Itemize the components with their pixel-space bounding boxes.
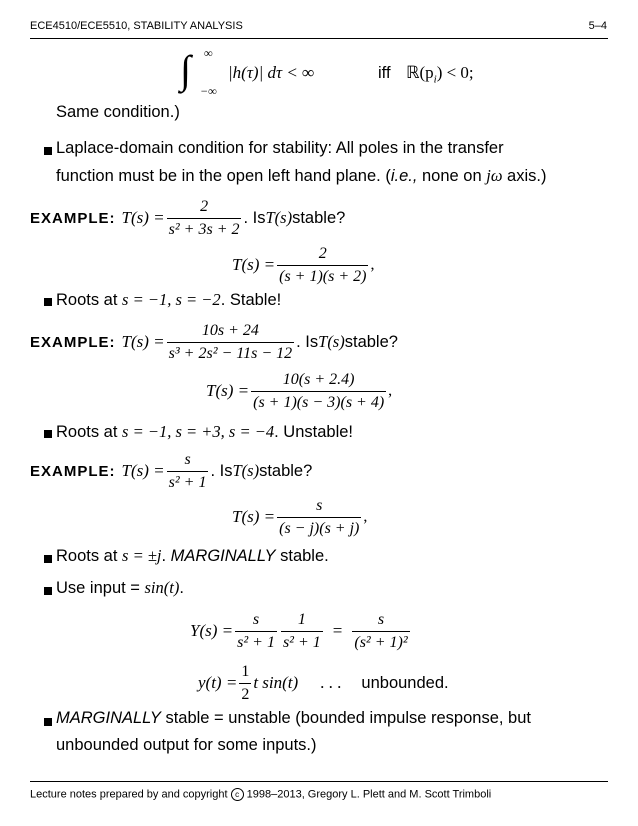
input-bullet: Use input = sin(t). [56,578,184,597]
example-2-factored: T(s) = $\frac{10(s + 2.4)}{(s + 1)(s - 3)(s + 4)}$ , [206,370,393,411]
y-equation: y(t) = $\frac{1}{2}$ t sin(t) . . . unbounded. [198,662,449,703]
pole-condition: $ℝ(p_i) < 0$; [406,63,474,86]
page-number: 5–4 [588,20,607,32]
laplace-line-1: Laplace-domain condition for stability: All poles in the transfer [56,139,504,157]
header-title: ECE4510/ECE5510, STABILITY ANALYSIS [30,20,243,32]
header-rule [30,38,608,39]
example-3-factored: T(s) = $\frac{s}{(s - j)(s + j)}$ , [232,496,368,537]
bullet-marker [44,147,52,155]
same-condition-text: Same condition.) [56,103,180,121]
marginal-line-2: unbounded output for some inputs.) [56,736,317,754]
footer-rule [30,781,608,782]
example-1-factored: T(s) = $\frac{2}{(s + 1)(s + 2)}$ , [232,244,375,285]
bullet-marker [44,298,52,306]
iff-text: iff [378,64,391,82]
example-label: EXAMPLE: [30,333,116,351]
example-3-statement: EXAMPLE: T(s) = $\frac{s}{\text{s² + 1}}$ . Is T(s) stable? [30,450,313,491]
integral-lower-limit: −∞ [200,84,217,98]
example-3-result: Roots at s = ±j. MARGINALLY stable. [56,546,329,565]
integral-integrand: |h(τ)| dτ < ∞ [228,63,315,82]
marginal-line-1: MARGINALLY stable = unstable (bounded impulse response, but [56,709,531,727]
footer-copyright: Lecture notes prepared by and copyright c 1998–2013, Gregory L. Plett and M. Scott Trimboli [30,788,492,801]
integral-sign: ∫ [180,47,191,92]
example-1-statement: EXAMPLE: T(s) = $\frac{2}{\text{s² + 3s + 2}}$ . Is T(s) stable? [30,197,346,238]
example-label: EXAMPLE: [30,209,116,227]
bullet-marker [44,430,52,438]
example-label: EXAMPLE: [30,462,116,480]
Y-equation: Y(s) = $\frac{s}{\text{s² + 1}}$ $\frac{1}{\text{s² + 1}}$ = $\frac{s}{\text{(s² + 1)²}}$ [190,610,408,651]
example-1-result: Roots at s = −1, s = −2. Stable! [56,290,282,309]
integral-upper-limit: ∞ [204,46,213,60]
laplace-line-2: function must be in the open left hand plane. (i.e., none on jω axis.) [56,166,547,185]
bullet-marker [44,555,52,563]
example-2-statement: EXAMPLE: T(s) = $\frac{10s + 24}{\text{s³ + 2s² − 11s − 12}}$ . Is T(s) stable? [30,321,398,362]
bullet-marker [44,587,52,595]
copyright-symbol: c [231,788,244,801]
bullet-marker [44,718,52,726]
example-2-result: Roots at s = −1, s = +3, s = −4. Unstable! [56,422,353,441]
